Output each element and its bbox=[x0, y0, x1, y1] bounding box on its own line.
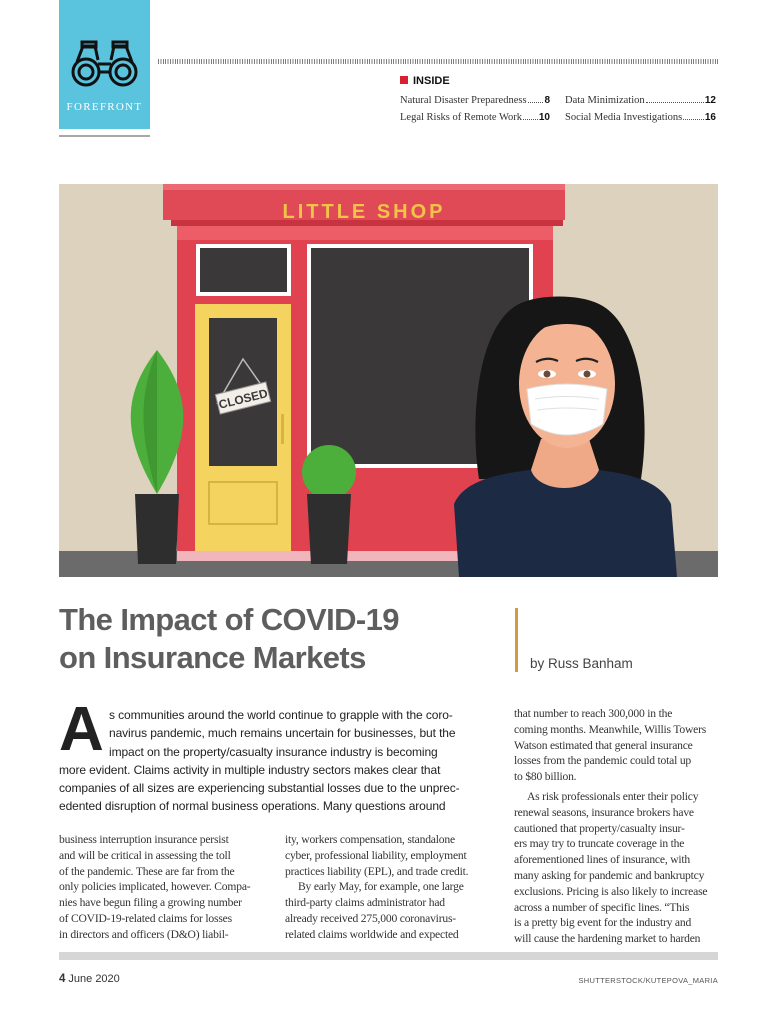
toc-item[interactable]: Data Minimization 12 bbox=[565, 95, 716, 106]
issue-date: June 2020 bbox=[68, 973, 120, 985]
section-label: FOREFRONT bbox=[66, 101, 143, 113]
byline: by Russ Banham bbox=[530, 656, 633, 671]
section-tab bbox=[59, 0, 150, 129]
body-column-3: that number to reach 300,000 in the coming months. Meanwhile, Willis Towers Watson estimated that general insurance losses from the pandemic could total up to $80 billion. As risk professionals enter their policy renewal seasons, insurance brokers have cautioned that property/casualty insur- ers may try to truncate coverage in the aforementioned lines of insurance, with many asking for pandemic and bankruptcy exclusions. Pricing is also likely to increase across a number of specific lines. “This is a pretty big event for the industry and will cause the hardening market to harden bbox=[514, 707, 708, 946]
toc-item[interactable]: Legal Risks of Remote Work 10 bbox=[400, 112, 550, 123]
inside-box bbox=[400, 73, 718, 134]
shop-sign: LITTLE SHOP bbox=[282, 201, 446, 223]
body-column-2: ity, workers compensation, standalone cyber, professional liability, employment practices liability (EPL), and trade credit. By early May, for example, one large third-party claims administrator had already received 275,000 coronavirus- related claims worldwide and expected bbox=[285, 833, 469, 941]
binoculars-icon bbox=[67, 40, 142, 92]
red-square-icon bbox=[400, 76, 408, 84]
toc-item[interactable]: Social Media Investigations 16 bbox=[565, 112, 716, 123]
bottom-bar bbox=[59, 952, 718, 960]
toc-item[interactable]: Natural Disaster Preparedness 8 bbox=[400, 95, 550, 106]
page-number: 4 bbox=[59, 973, 66, 985]
article-title: The Impact of COVID-19 on Insurance Markets bbox=[59, 602, 399, 675]
image-credit: SHUTTERSTOCK/KUTEPOVA_MARIA bbox=[578, 976, 718, 985]
folio bbox=[59, 973, 120, 985]
lead-paragraph: s communities around the world continue to grapple with the coro- navirus pandemic, much remains uncertain for businesses, but the impact on the property/casualty insurance industry is becoming more evident. Claims activity in multiple industry sectors makes clear that companies of all sizes are experiencing substantial losses due to the unprec- edented disruption of normal business operations. Many questions around bbox=[59, 708, 460, 814]
body-column-1: business interruption insurance persist and will be critical in assessing the toll of the pandemic. These are far from the only policies implicated, however. Compa- nies have begun filing a growing number of COVID-19-related claims for losses in directors and officers (D&O) liabil- bbox=[59, 833, 251, 941]
door-sign: CLOSED bbox=[217, 386, 270, 412]
inside-heading: INSIDE bbox=[400, 73, 718, 89]
tab-rule bbox=[59, 135, 150, 137]
byline-accent-bar bbox=[515, 608, 518, 672]
header-dotted-rule bbox=[158, 59, 718, 64]
shop-illustration bbox=[59, 184, 718, 577]
drop-cap: A bbox=[59, 695, 104, 764]
